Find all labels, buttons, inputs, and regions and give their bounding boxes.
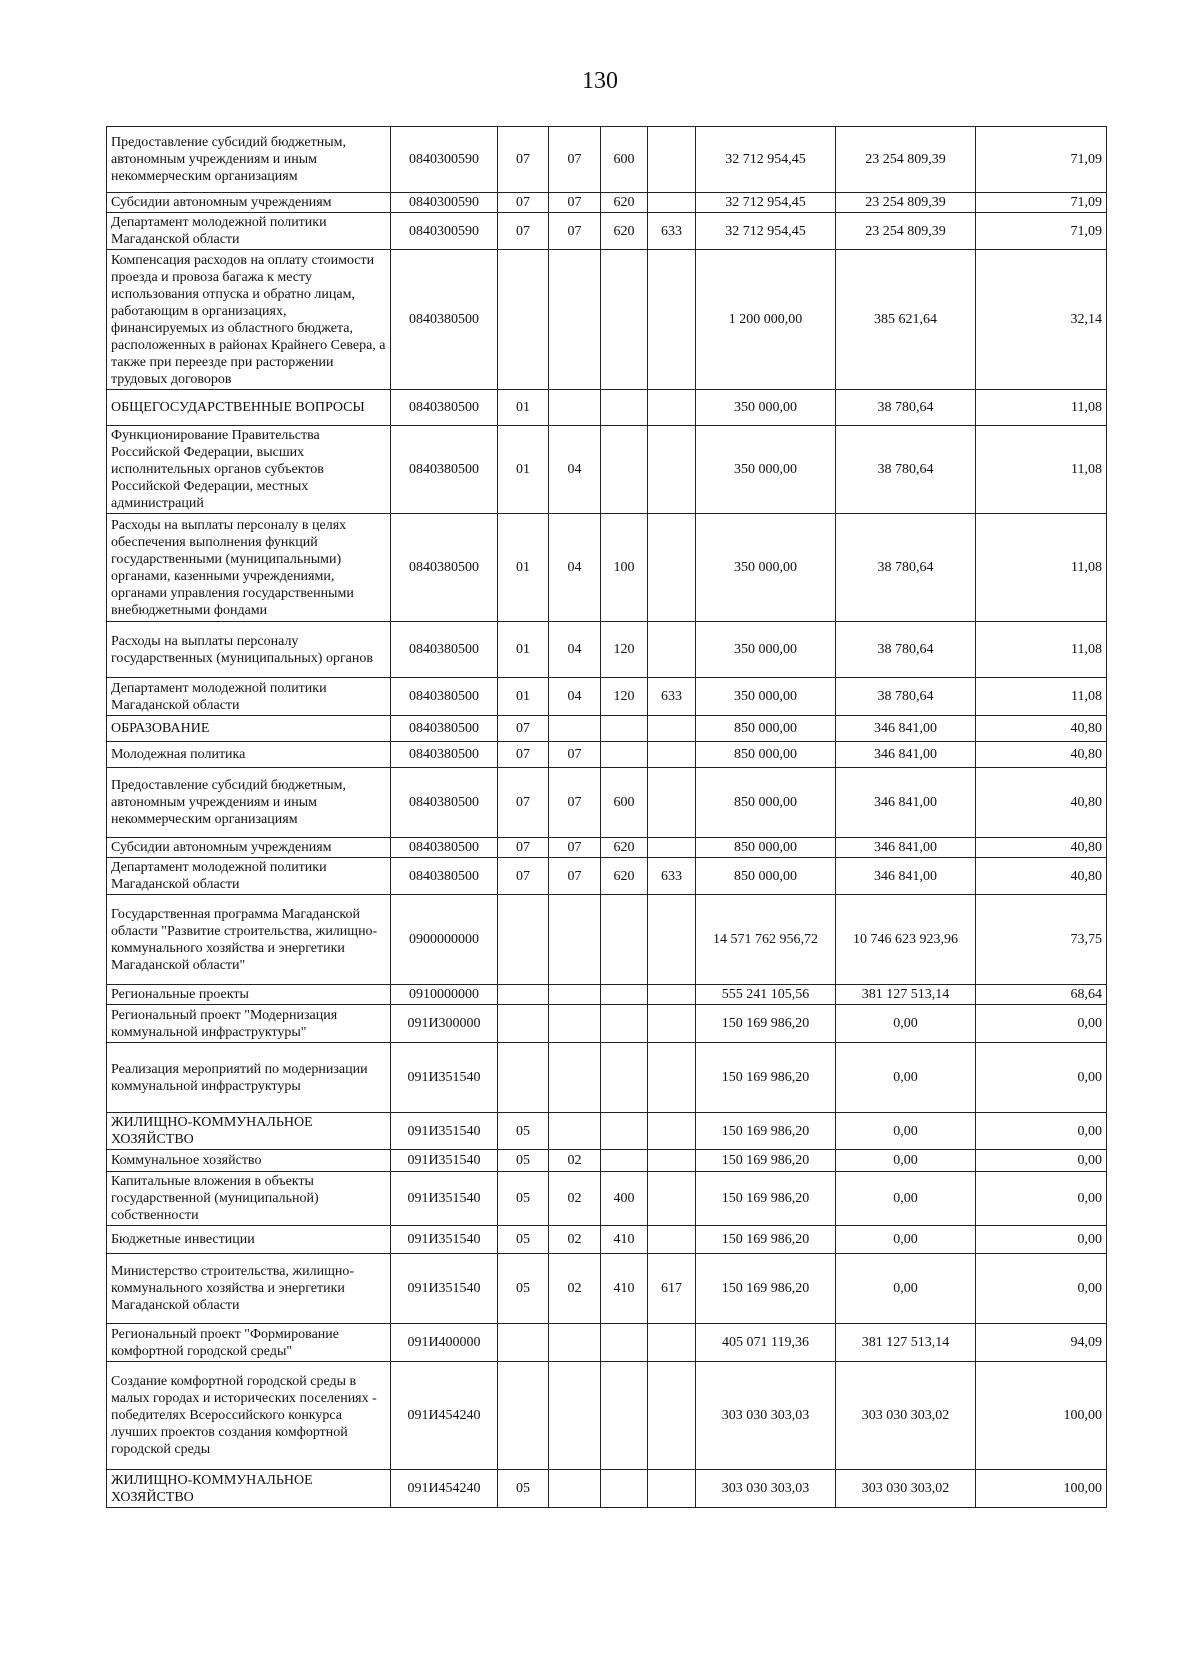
table-row	[107, 250, 1107, 390]
actual-amount-cell: 0,00	[836, 1113, 976, 1150]
subsection-cell	[549, 895, 601, 985]
target-code-cell: 0840380500	[391, 742, 498, 768]
subsection-cell: 02	[549, 1226, 601, 1254]
plan-amount-cell: 555 241 105,56	[696, 985, 836, 1005]
plan-amount-cell: 14 571 762 956,72	[696, 895, 836, 985]
section-cell	[498, 1043, 549, 1113]
section-cell	[498, 1324, 549, 1362]
table-row	[107, 622, 1107, 678]
subsection-cell	[549, 1324, 601, 1362]
admin-code-cell	[648, 390, 696, 426]
plan-amount-cell: 303 030 303,03	[696, 1362, 836, 1470]
subsection-cell: 04	[549, 426, 601, 514]
target-code-cell: 0840380500	[391, 514, 498, 622]
row-name-cell: Региональный проект "Модернизация коммунальной инфраструктуры"	[107, 1005, 391, 1043]
subsection-cell	[549, 390, 601, 426]
table-row	[107, 213, 1107, 250]
actual-amount-cell: 0,00	[836, 1172, 976, 1226]
percent-cell: 11,08	[976, 622, 1107, 678]
row-name-cell: ЖИЛИЩНО-КОММУНАЛЬНОЕ ХОЗЯЙСТВО	[107, 1113, 391, 1150]
expense-type-cell: 620	[601, 838, 648, 858]
table-row	[107, 716, 1107, 742]
section-cell: 05	[498, 1254, 549, 1324]
percent-cell: 40,80	[976, 768, 1107, 838]
section-cell	[498, 1362, 549, 1470]
admin-code-cell	[648, 426, 696, 514]
percent-cell: 94,09	[976, 1324, 1107, 1362]
row-name-cell: ОБРАЗОВАНИЕ	[107, 716, 391, 742]
subsection-cell	[549, 985, 601, 1005]
actual-amount-cell: 38 780,64	[836, 622, 976, 678]
actual-amount-cell: 346 841,00	[836, 716, 976, 742]
section-cell	[498, 895, 549, 985]
expense-type-cell	[601, 985, 648, 1005]
actual-amount-cell: 303 030 303,02	[836, 1470, 976, 1508]
row-name-cell: Функционирование Правительства Российской Федерации, высших исполнительных органов субъектов Российской Федерации, местных администраций	[107, 426, 391, 514]
section-cell: 05	[498, 1172, 549, 1226]
admin-code-cell	[648, 1324, 696, 1362]
row-name-cell: Субсидии автономным учреждениям	[107, 193, 391, 213]
table-row	[107, 1324, 1107, 1362]
expense-type-cell	[601, 1005, 648, 1043]
percent-cell: 68,64	[976, 985, 1107, 1005]
expense-type-cell	[601, 1043, 648, 1113]
actual-amount-cell: 346 841,00	[836, 768, 976, 838]
admin-code-cell	[648, 838, 696, 858]
expense-type-cell: 120	[601, 622, 648, 678]
row-name-cell: Расходы на выплаты персоналу государственных (муниципальных) органов	[107, 622, 391, 678]
table-row	[107, 858, 1107, 895]
plan-amount-cell: 405 071 119,36	[696, 1324, 836, 1362]
table-row	[107, 514, 1107, 622]
admin-code-cell: 633	[648, 213, 696, 250]
subsection-cell: 07	[549, 768, 601, 838]
table-body	[107, 127, 1107, 1508]
admin-code-cell: 617	[648, 1254, 696, 1324]
row-name-cell: Создание комфортной городской среды в малых городах и исторических поселениях - победителях Всероссийского конкурса лучших проектов создания комфортной городской среды	[107, 1362, 391, 1470]
actual-amount-cell: 38 780,64	[836, 678, 976, 716]
percent-cell: 0,00	[976, 1172, 1107, 1226]
actual-amount-cell: 0,00	[836, 1005, 976, 1043]
expense-type-cell	[601, 895, 648, 985]
section-cell: 07	[498, 768, 549, 838]
subsection-cell: 04	[549, 622, 601, 678]
section-cell: 01	[498, 390, 549, 426]
expense-type-cell: 620	[601, 858, 648, 895]
admin-code-cell	[648, 1150, 696, 1172]
section-cell: 07	[498, 742, 549, 768]
table-row	[107, 426, 1107, 514]
plan-amount-cell: 350 000,00	[696, 390, 836, 426]
admin-code-cell	[648, 1113, 696, 1150]
row-name-cell: Государственная программа Магаданской области "Развитие строительства, жилищно-коммунального хозяйства и энергетики Магаданской области"	[107, 895, 391, 985]
row-name-cell: Расходы на выплаты персоналу в целях обеспечения выполнения функций государственными (муниципальными) органами, казенными учреждениями, органами управления государственными внебюджетными фондами	[107, 514, 391, 622]
row-name-cell: Департамент молодежной политики Магаданской области	[107, 213, 391, 250]
table-row	[107, 1226, 1107, 1254]
subsection-cell	[549, 1005, 601, 1043]
admin-code-cell	[648, 1005, 696, 1043]
table-row	[107, 127, 1107, 193]
plan-amount-cell: 150 169 986,20	[696, 1172, 836, 1226]
target-code-cell: 091И351540	[391, 1150, 498, 1172]
subsection-cell: 02	[549, 1254, 601, 1324]
table-row	[107, 390, 1107, 426]
percent-cell: 0,00	[976, 1226, 1107, 1254]
subsection-cell: 07	[549, 858, 601, 895]
section-cell: 07	[498, 716, 549, 742]
row-name-cell: Бюджетные инвестиции	[107, 1226, 391, 1254]
percent-cell: 32,14	[976, 250, 1107, 390]
percent-cell: 0,00	[976, 1254, 1107, 1324]
row-name-cell: Капитальные вложения в объекты государственной (муниципальной) собственности	[107, 1172, 391, 1226]
admin-code-cell	[648, 514, 696, 622]
subsection-cell	[549, 716, 601, 742]
plan-amount-cell: 150 169 986,20	[696, 1043, 836, 1113]
expense-type-cell: 400	[601, 1172, 648, 1226]
percent-cell: 71,09	[976, 193, 1107, 213]
target-code-cell: 091И351540	[391, 1254, 498, 1324]
percent-cell: 11,08	[976, 678, 1107, 716]
table-row	[107, 985, 1107, 1005]
row-name-cell: ЖИЛИЩНО-КОММУНАЛЬНОЕ ХОЗЯЙСТВО	[107, 1470, 391, 1508]
table-row	[107, 193, 1107, 213]
row-name-cell: Региональный проект "Формирование комфортной городской среды"	[107, 1324, 391, 1362]
subsection-cell	[549, 1470, 601, 1508]
plan-amount-cell: 850 000,00	[696, 768, 836, 838]
plan-amount-cell: 350 000,00	[696, 426, 836, 514]
table-row	[107, 1005, 1107, 1043]
actual-amount-cell: 381 127 513,14	[836, 1324, 976, 1362]
section-cell: 07	[498, 193, 549, 213]
table-row	[107, 895, 1107, 985]
section-cell: 01	[498, 514, 549, 622]
plan-amount-cell: 150 169 986,20	[696, 1226, 836, 1254]
admin-code-cell	[648, 742, 696, 768]
admin-code-cell	[648, 1470, 696, 1508]
target-code-cell: 091И454240	[391, 1362, 498, 1470]
row-name-cell: Коммунальное хозяйство	[107, 1150, 391, 1172]
row-name-cell: Реализация мероприятий по модернизации коммунальной инфраструктуры	[107, 1043, 391, 1113]
expense-type-cell	[601, 1324, 648, 1362]
actual-amount-cell: 0,00	[836, 1150, 976, 1172]
section-cell: 07	[498, 213, 549, 250]
expense-type-cell	[601, 742, 648, 768]
expense-type-cell	[601, 1113, 648, 1150]
actual-amount-cell: 38 780,64	[836, 514, 976, 622]
subsection-cell	[549, 1113, 601, 1150]
actual-amount-cell: 10 746 623 923,96	[836, 895, 976, 985]
row-name-cell: Региональные проекты	[107, 985, 391, 1005]
subsection-cell: 04	[549, 678, 601, 716]
target-code-cell: 0910000000	[391, 985, 498, 1005]
plan-amount-cell: 350 000,00	[696, 678, 836, 716]
subsection-cell: 07	[549, 742, 601, 768]
target-code-cell: 0840380500	[391, 858, 498, 895]
percent-cell: 73,75	[976, 895, 1107, 985]
actual-amount-cell: 346 841,00	[836, 858, 976, 895]
section-cell: 01	[498, 622, 549, 678]
percent-cell: 40,80	[976, 742, 1107, 768]
table-row	[107, 1470, 1107, 1508]
plan-amount-cell: 150 169 986,20	[696, 1150, 836, 1172]
row-name-cell: Компенсация расходов на оплату стоимости проезда и провоза багажа к месту использования отпуска и обратно лицам, работающим в организациях, финансируемых из областного бюджета, расположенных в районах Крайнего Севера, а также при переезде при расторжении трудовых договоров	[107, 250, 391, 390]
target-code-cell: 091И351540	[391, 1226, 498, 1254]
row-name-cell: Молодежная политика	[107, 742, 391, 768]
table-row	[107, 1362, 1107, 1470]
row-name-cell: Министерство строительства, жилищно-коммунального хозяйства и энергетики Магаданской области	[107, 1254, 391, 1324]
table-row	[107, 838, 1107, 858]
admin-code-cell	[648, 768, 696, 838]
actual-amount-cell: 23 254 809,39	[836, 213, 976, 250]
admin-code-cell: 633	[648, 678, 696, 716]
plan-amount-cell: 850 000,00	[696, 742, 836, 768]
admin-code-cell	[648, 622, 696, 678]
section-cell: 01	[498, 426, 549, 514]
table-row	[107, 1254, 1107, 1324]
plan-amount-cell: 850 000,00	[696, 838, 836, 858]
target-code-cell: 0840300590	[391, 213, 498, 250]
plan-amount-cell: 850 000,00	[696, 858, 836, 895]
target-code-cell: 0840380500	[391, 768, 498, 838]
actual-amount-cell: 23 254 809,39	[836, 127, 976, 193]
percent-cell: 71,09	[976, 213, 1107, 250]
admin-code-cell	[648, 250, 696, 390]
expense-type-cell	[601, 1470, 648, 1508]
row-name-cell: ОБЩЕГОСУДАРСТВЕННЫЕ ВОПРОСЫ	[107, 390, 391, 426]
table-row	[107, 1043, 1107, 1113]
subsection-cell: 02	[549, 1172, 601, 1226]
admin-code-cell: 633	[648, 858, 696, 895]
section-cell: 05	[498, 1226, 549, 1254]
row-name-cell: Департамент молодежной политики Магаданской области	[107, 858, 391, 895]
target-code-cell: 091И351540	[391, 1113, 498, 1150]
plan-amount-cell: 350 000,00	[696, 514, 836, 622]
subsection-cell: 07	[549, 213, 601, 250]
table-row	[107, 1113, 1107, 1150]
actual-amount-cell: 303 030 303,02	[836, 1362, 976, 1470]
target-code-cell: 0840380500	[391, 250, 498, 390]
percent-cell: 0,00	[976, 1005, 1107, 1043]
expense-type-cell: 600	[601, 768, 648, 838]
target-code-cell: 0900000000	[391, 895, 498, 985]
actual-amount-cell: 381 127 513,14	[836, 985, 976, 1005]
section-cell	[498, 250, 549, 390]
target-code-cell: 091И351540	[391, 1043, 498, 1113]
target-code-cell: 0840380500	[391, 390, 498, 426]
expense-type-cell: 100	[601, 514, 648, 622]
row-name-cell: Субсидии автономным учреждениям	[107, 838, 391, 858]
table-row	[107, 678, 1107, 716]
actual-amount-cell: 0,00	[836, 1254, 976, 1324]
percent-cell: 0,00	[976, 1150, 1107, 1172]
section-cell: 05	[498, 1150, 549, 1172]
target-code-cell: 0840300590	[391, 193, 498, 213]
section-cell	[498, 1005, 549, 1043]
admin-code-cell	[648, 716, 696, 742]
section-cell: 01	[498, 678, 549, 716]
plan-amount-cell: 850 000,00	[696, 716, 836, 742]
section-cell: 07	[498, 858, 549, 895]
percent-cell: 0,00	[976, 1113, 1107, 1150]
plan-amount-cell: 150 169 986,20	[696, 1113, 836, 1150]
expense-type-cell: 410	[601, 1226, 648, 1254]
percent-cell: 40,80	[976, 858, 1107, 895]
subsection-cell: 07	[549, 838, 601, 858]
section-cell: 07	[498, 838, 549, 858]
page-number: 130	[582, 68, 618, 94]
target-code-cell: 0840300590	[391, 127, 498, 193]
plan-amount-cell: 150 169 986,20	[696, 1254, 836, 1324]
target-code-cell: 0840380500	[391, 716, 498, 742]
plan-amount-cell: 32 712 954,45	[696, 193, 836, 213]
target-code-cell: 0840380500	[391, 622, 498, 678]
actual-amount-cell: 346 841,00	[836, 838, 976, 858]
expense-type-cell: 620	[601, 193, 648, 213]
percent-cell: 11,08	[976, 390, 1107, 426]
target-code-cell: 091И454240	[391, 1470, 498, 1508]
row-name-cell: Предоставление субсидий бюджетным, автономным учреждениям и иным некоммерческим организациям	[107, 127, 391, 193]
target-code-cell: 091И351540	[391, 1172, 498, 1226]
expense-type-cell	[601, 426, 648, 514]
actual-amount-cell: 346 841,00	[836, 742, 976, 768]
expense-type-cell	[601, 250, 648, 390]
budget-table	[106, 126, 1107, 1508]
expense-type-cell: 600	[601, 127, 648, 193]
admin-code-cell	[648, 193, 696, 213]
table-row	[107, 1172, 1107, 1226]
percent-cell: 100,00	[976, 1470, 1107, 1508]
section-cell: 05	[498, 1470, 549, 1508]
plan-amount-cell: 32 712 954,45	[696, 127, 836, 193]
plan-amount-cell: 303 030 303,03	[696, 1470, 836, 1508]
expense-type-cell: 410	[601, 1254, 648, 1324]
target-code-cell: 091И400000	[391, 1324, 498, 1362]
table-row	[107, 1150, 1107, 1172]
admin-code-cell	[648, 1043, 696, 1113]
target-code-cell: 0840380500	[391, 678, 498, 716]
subsection-cell	[549, 1362, 601, 1470]
percent-cell: 0,00	[976, 1043, 1107, 1113]
admin-code-cell	[648, 1226, 696, 1254]
table-row	[107, 768, 1107, 838]
subsection-cell: 02	[549, 1150, 601, 1172]
admin-code-cell	[648, 127, 696, 193]
percent-cell: 11,08	[976, 514, 1107, 622]
actual-amount-cell: 38 780,64	[836, 426, 976, 514]
admin-code-cell	[648, 1172, 696, 1226]
section-cell	[498, 985, 549, 1005]
expense-type-cell	[601, 1362, 648, 1470]
admin-code-cell	[648, 985, 696, 1005]
plan-amount-cell: 1 200 000,00	[696, 250, 836, 390]
actual-amount-cell: 23 254 809,39	[836, 193, 976, 213]
percent-cell: 71,09	[976, 127, 1107, 193]
plan-amount-cell: 350 000,00	[696, 622, 836, 678]
plan-amount-cell: 150 169 986,20	[696, 1005, 836, 1043]
subsection-cell	[549, 1043, 601, 1113]
section-cell: 07	[498, 127, 549, 193]
table-row	[107, 742, 1107, 768]
subsection-cell: 07	[549, 127, 601, 193]
percent-cell: 40,80	[976, 838, 1107, 858]
subsection-cell: 07	[549, 193, 601, 213]
expense-type-cell	[601, 390, 648, 426]
percent-cell: 40,80	[976, 716, 1107, 742]
actual-amount-cell: 0,00	[836, 1226, 976, 1254]
actual-amount-cell: 38 780,64	[836, 390, 976, 426]
expense-type-cell	[601, 1150, 648, 1172]
percent-cell: 11,08	[976, 426, 1107, 514]
actual-amount-cell: 385 621,64	[836, 250, 976, 390]
admin-code-cell	[648, 1362, 696, 1470]
target-code-cell: 091И300000	[391, 1005, 498, 1043]
target-code-cell: 0840380500	[391, 838, 498, 858]
expense-type-cell: 620	[601, 213, 648, 250]
row-name-cell: Департамент молодежной политики Магаданской области	[107, 678, 391, 716]
section-cell: 05	[498, 1113, 549, 1150]
target-code-cell: 0840380500	[391, 426, 498, 514]
plan-amount-cell: 32 712 954,45	[696, 213, 836, 250]
percent-cell: 100,00	[976, 1362, 1107, 1470]
subsection-cell	[549, 250, 601, 390]
actual-amount-cell: 0,00	[836, 1043, 976, 1113]
expense-type-cell	[601, 716, 648, 742]
expense-type-cell: 120	[601, 678, 648, 716]
admin-code-cell	[648, 895, 696, 985]
row-name-cell: Предоставление субсидий бюджетным, автономным учреждениям и иным некоммерческим организациям	[107, 768, 391, 838]
subsection-cell: 04	[549, 514, 601, 622]
